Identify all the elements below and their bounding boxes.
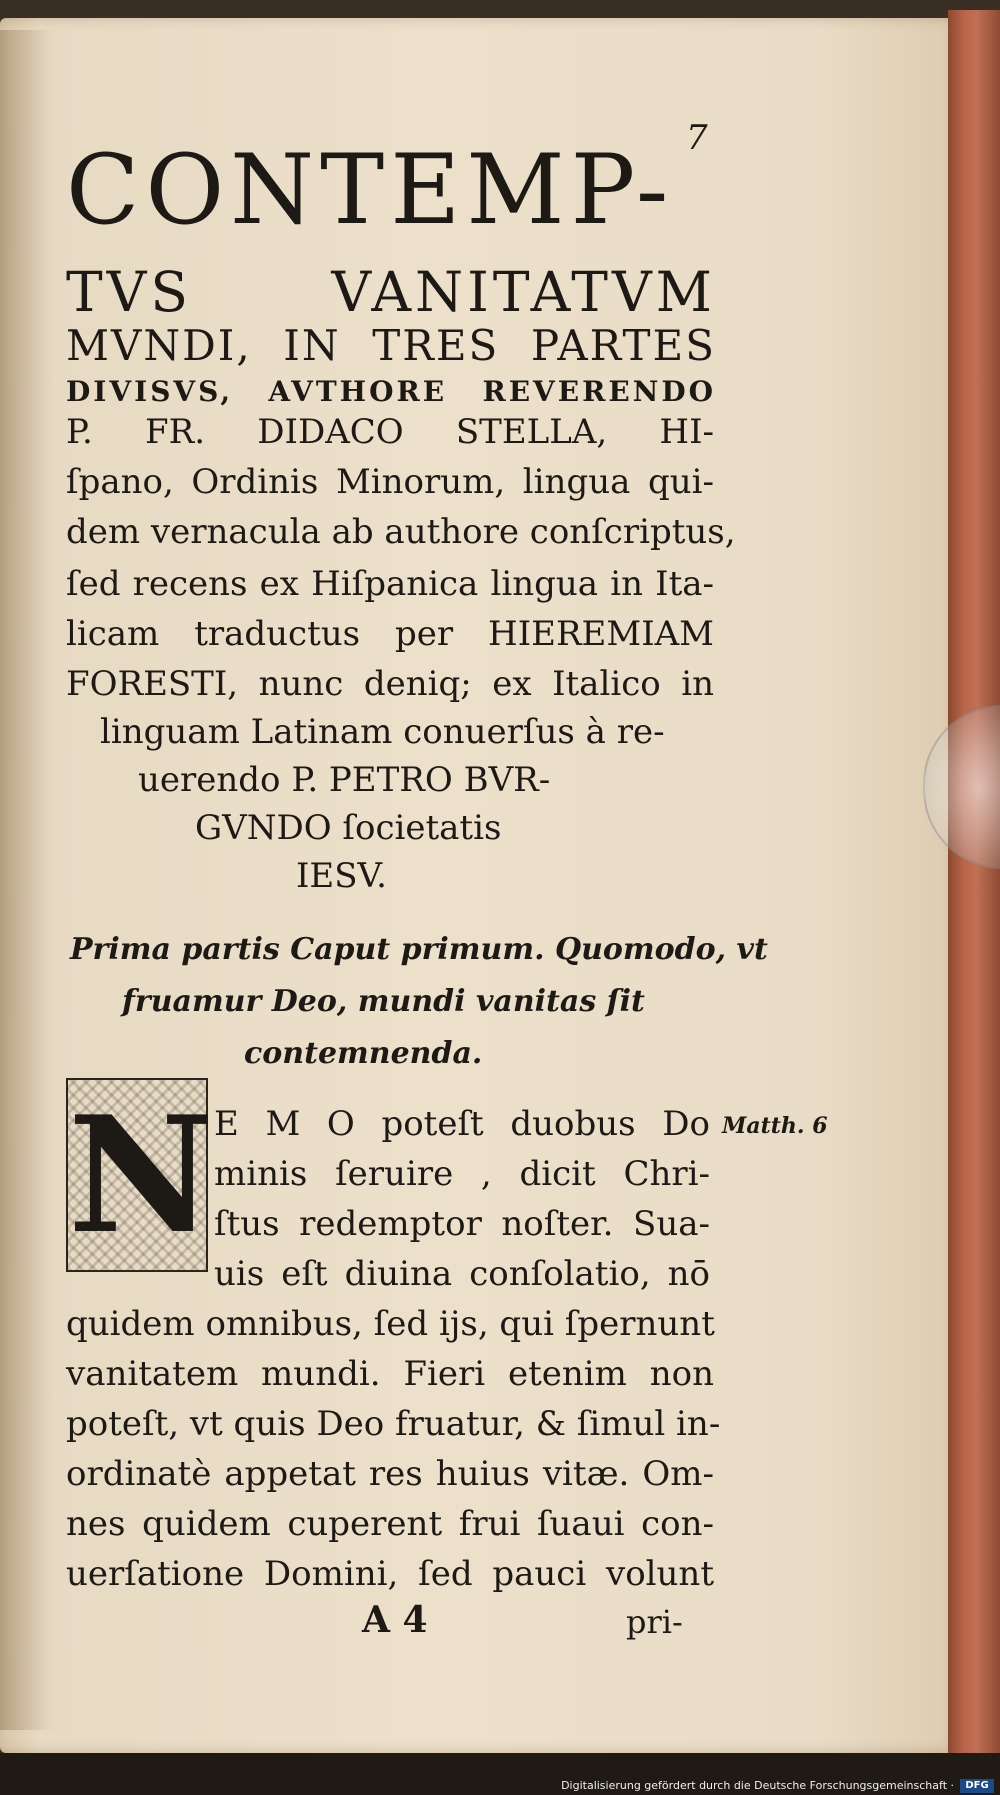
chapter-heading-line-1: Prima partis Caput primum. Quomodo, vt [70, 932, 768, 967]
initial-letter: N [68, 1081, 215, 1269]
initial-line-2: minis ſeruire , dicit Chri- [214, 1154, 710, 1194]
body-line-7: linguam Latinam conuerſus à re- [100, 712, 665, 752]
body-line-8: uerendo P. PETRO BVR- [138, 760, 551, 800]
marginal-note: Matth. 6 [722, 1113, 828, 1139]
book-edge [948, 10, 1000, 1755]
catchword: pri- [626, 1603, 683, 1641]
text-line-4: ordinatè appetat res huius vitæ. Om- [66, 1454, 714, 1494]
text-line-5: nes quidem cuperent frui ſuaui con- [66, 1504, 714, 1544]
footer-bar [0, 1753, 1000, 1795]
body-line-3: dem vernacula ab authore conſcriptus, [66, 512, 736, 552]
body-line-10: IESV. [296, 856, 387, 896]
initial-line-3: ſtus redemptor noſter. Sua- [214, 1204, 710, 1244]
body-line-2: ſpano, Ordinis Minorum, lingua qui- [66, 462, 714, 502]
body-line-5: licam traductus per HIEREMIAM [66, 614, 714, 654]
chapter-heading-line-3: contemnenda. [244, 1036, 483, 1071]
title-line-2: TVS VANITATVM [66, 260, 716, 324]
funding-credit: Digitalisierung gefördert durch die Deutsche Forschungsgemeinschaft · [561, 1779, 954, 1792]
initial-line-1: E M O poteſt duobus Do [214, 1104, 710, 1144]
page-number: 7 [686, 118, 708, 158]
decorated-initial [66, 1078, 215, 1272]
text-line-1: quidem omnibus, ſed ijs, qui ſpernunt [66, 1304, 715, 1344]
body-line-4: ſed recens ex Hiſpanica lingua in Ita- [66, 564, 714, 604]
title-line-3: MVNDI, IN TRES PARTES [66, 321, 716, 370]
title-line-1: CONTEMP- [66, 134, 675, 246]
chapter-heading-line-2: fruamur Deo, mundi vanitas ſit [122, 984, 645, 1019]
title-line-4: DIVISVS, AVTHORE REVERENDO [66, 375, 716, 408]
body-line-6: FORESTI, nunc deniq; ex Italico in [66, 664, 714, 704]
page-gutter-shadow [0, 30, 55, 1730]
body-line-9: GVNDO ſocietatis [195, 808, 502, 848]
text-line-3: poteſt, vt quis Deo fruatur, & ſimul in- [66, 1404, 721, 1444]
text-line-6: uerſatione Domini, ſed pauci volunt [66, 1554, 714, 1594]
signature-mark: A 4 [362, 1599, 428, 1641]
dfg-logo: DFG [960, 1779, 994, 1793]
text-line-2: vanitatem mundi. Fieri etenim non [66, 1354, 714, 1394]
body-line-1: P. FR. DIDACO STELLA, HI- [66, 412, 714, 452]
initial-line-4: uis eſt diuina conſolatio, nō [214, 1254, 710, 1294]
